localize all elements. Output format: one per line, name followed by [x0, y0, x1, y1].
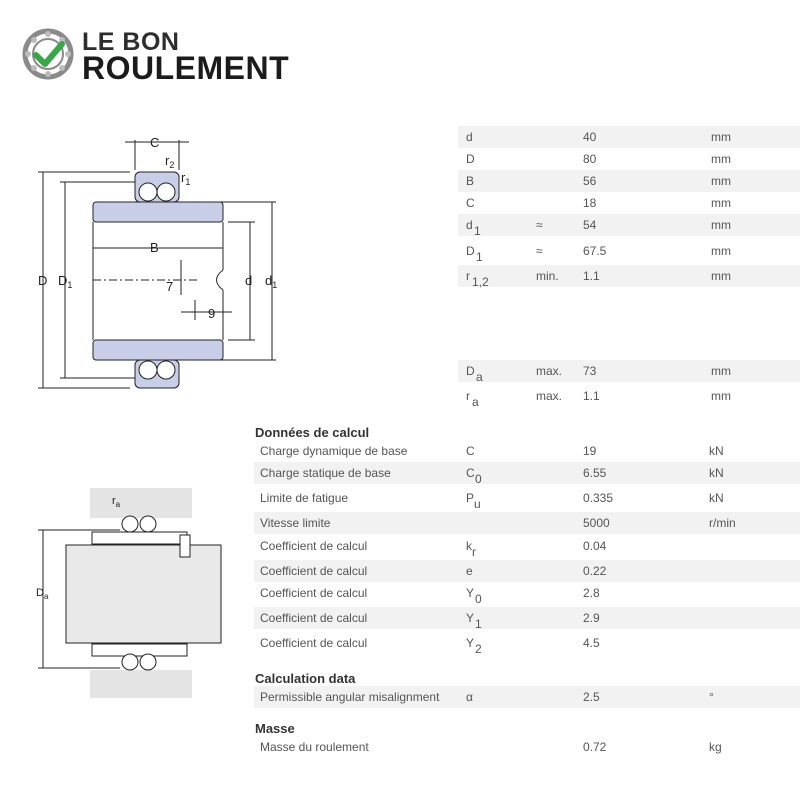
label-D1: $D_1$ — [58, 273, 73, 290]
table-row — [254, 560, 800, 582]
table-cell: D — [466, 152, 475, 166]
table-row — [458, 265, 800, 287]
table-cell: Coefficient de calcul — [260, 586, 368, 600]
table-cell: 0 — [475, 592, 482, 606]
table-cell: D — [466, 364, 475, 378]
table-cell: r — [466, 269, 470, 283]
table-cell: 18 — [583, 196, 597, 210]
table-cell: 80 — [583, 152, 597, 166]
table-cell: d — [466, 218, 473, 232]
table-cell: kN — [709, 444, 724, 458]
table-cell: ≈ — [536, 218, 543, 232]
masse-title: Masse — [255, 721, 295, 736]
table-cell: C — [466, 444, 475, 458]
table-cell: Coefficient de calcul — [260, 539, 368, 553]
table-cell: Charge statique de base — [260, 466, 391, 480]
table-cell: d — [466, 130, 473, 144]
table-cell: Charge dynamique de base — [260, 444, 408, 458]
table-cell: ° — [709, 690, 714, 704]
label-r2: $r_2$ — [165, 153, 175, 170]
table-cell: ≈ — [536, 244, 543, 258]
table-cell: 2.8 — [583, 586, 600, 600]
table-cell: 2.5 — [583, 690, 600, 704]
brand-line2: ROULEMENT — [82, 50, 290, 86]
bearing-check-icon — [22, 28, 74, 80]
label-D: D — [38, 273, 48, 288]
label-B: B — [150, 240, 159, 255]
table-row — [254, 632, 800, 654]
table-cell: 56 — [583, 174, 597, 188]
calc-section-title: Données de calcul — [255, 425, 370, 440]
table-cell: mm — [711, 364, 731, 378]
table-row — [254, 607, 800, 629]
table-row — [254, 582, 800, 604]
table-cell: mm — [711, 196, 731, 210]
label-ra: $r_a$ — [112, 495, 121, 509]
table-row — [254, 487, 800, 509]
label-Da: $D_a$ — [36, 587, 49, 601]
table-cell: k — [466, 539, 472, 553]
table-cell: 0.335 — [583, 491, 614, 505]
table-cell: Coefficient de calcul — [260, 564, 368, 578]
table-cell: max. — [536, 364, 563, 378]
table-row — [458, 240, 800, 262]
table-cell: D — [466, 244, 475, 258]
table-cell: a — [476, 370, 483, 384]
table-row — [458, 148, 800, 170]
table-cell: 1 — [474, 224, 481, 238]
table-cell: 54 — [583, 218, 597, 232]
table-row — [458, 214, 800, 236]
table-cell: 0 — [475, 472, 482, 486]
table-cell: e — [466, 564, 473, 578]
table-cell: 1.1 — [583, 269, 600, 283]
table-cell: Coefficient de calcul — [260, 636, 368, 650]
table-cell: 1,2 — [472, 275, 489, 289]
table-cell: Coefficient de calcul — [260, 611, 368, 625]
table-cell: B — [466, 174, 475, 188]
calculation-data-title: Calculation data — [255, 671, 356, 686]
table-cell: C — [466, 466, 475, 480]
table-cell: r — [472, 545, 476, 559]
table-row — [254, 512, 800, 534]
brand-line1: LE BON — [82, 28, 180, 56]
table-cell: 1 — [476, 250, 483, 264]
label-d: d — [245, 273, 253, 288]
table-cell: mm — [711, 130, 731, 144]
table-row — [458, 170, 800, 192]
table-cell: Limite de fatigue — [260, 491, 349, 505]
mounting-drawing — [0, 480, 240, 710]
table-cell: 40 — [583, 130, 597, 144]
table-cell: C — [466, 196, 475, 210]
table-cell: 6.55 — [583, 466, 607, 480]
table-cell: r — [466, 389, 470, 403]
table-cell: kg — [709, 740, 722, 754]
table-cell: Masse du roulement — [260, 740, 369, 754]
table-cell: Y — [466, 636, 475, 650]
table-cell: r/min — [709, 516, 736, 530]
table-row — [254, 535, 800, 557]
table-row — [458, 126, 800, 148]
table-cell: mm — [711, 269, 731, 283]
table-cell: mm — [711, 174, 731, 188]
table-row — [254, 462, 800, 484]
table-cell: kN — [709, 491, 724, 505]
table-row — [458, 385, 800, 407]
table-cell: 4.5 — [583, 636, 600, 650]
table-cell: min. — [536, 269, 559, 283]
table-cell: kN — [709, 466, 724, 480]
table-row — [254, 686, 800, 708]
table-cell: α — [466, 690, 473, 704]
table-cell: 19 — [583, 444, 597, 458]
table-cell: 0.72 — [583, 740, 607, 754]
table-row — [254, 736, 800, 758]
table-cell: Y — [466, 586, 475, 600]
table-cell: mm — [711, 152, 731, 166]
table-cell: 0.04 — [583, 539, 607, 553]
table-cell: 5000 — [583, 516, 610, 530]
table-cell: mm — [711, 244, 731, 258]
brand-logo — [22, 26, 302, 86]
table-cell: 1.1 — [583, 389, 600, 403]
table-cell: 73 — [583, 364, 597, 378]
table-cell: 67.5 — [583, 244, 607, 258]
table-cell: 2.9 — [583, 611, 600, 625]
table-cell: Vitesse limite — [260, 516, 331, 530]
table-cell: u — [474, 497, 481, 511]
label-r1: $r_1$ — [181, 170, 191, 187]
table-cell: mm — [711, 218, 731, 232]
table-row — [458, 192, 800, 214]
label-nine: 9 — [208, 306, 216, 321]
table-cell: 2 — [475, 642, 482, 656]
table-cell: max. — [536, 389, 563, 403]
table-cell: 0.22 — [583, 564, 607, 578]
table-row — [458, 360, 800, 382]
label-seven: 7 — [166, 279, 174, 294]
table-cell: Y — [466, 611, 475, 625]
table-cell: 1 — [475, 617, 482, 631]
table-cell: P — [466, 491, 475, 505]
table-cell: a — [472, 395, 479, 409]
label-d1: $d_1$ — [265, 273, 278, 290]
table-row — [254, 440, 800, 462]
table-cell: Permissible angular misalignment — [260, 690, 440, 704]
label-C: C — [150, 135, 160, 150]
table-cell: mm — [711, 389, 731, 403]
